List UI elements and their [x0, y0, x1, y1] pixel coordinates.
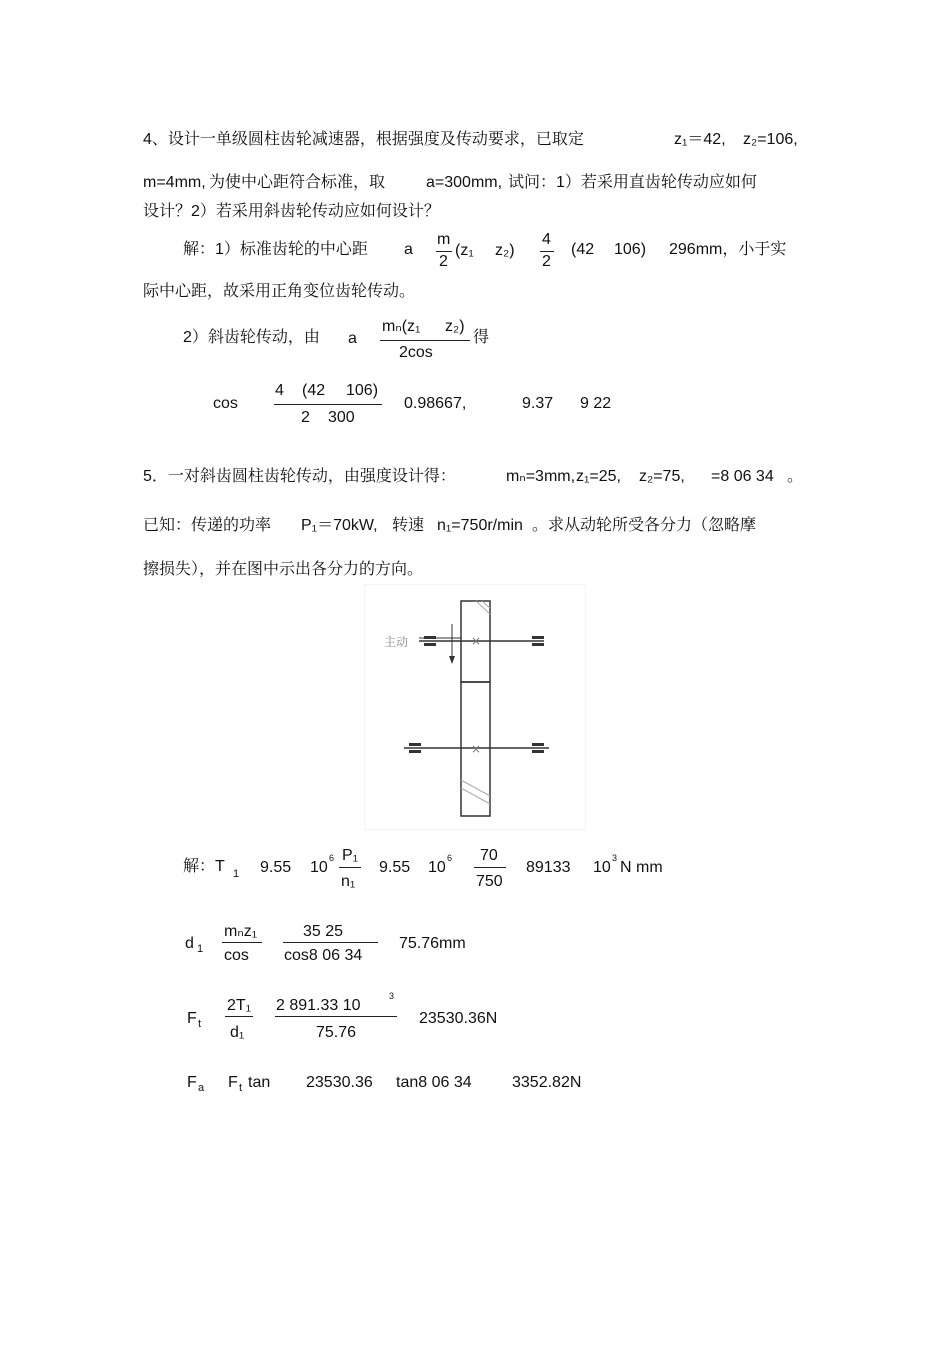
t1-10: 10 [310, 859, 328, 876]
p4-helical-num: mₙ(z₁ [382, 318, 421, 335]
p4-cos-den-300: 300 [328, 409, 355, 426]
p4-z2: z₂=106, [743, 131, 798, 148]
fa-label: F [187, 1074, 197, 1091]
gear-diagram [364, 584, 586, 830]
t1-10c: 10 [593, 859, 611, 876]
t1-exp6: 6 [329, 853, 335, 863]
upper-right-bearing-bottom [532, 643, 544, 646]
fa-ft: F [228, 1074, 238, 1091]
ft-frac-bar-1 [225, 1016, 253, 1017]
ft-frac-bar-2 [275, 1016, 397, 1017]
lower-left-bearing-bottom [409, 750, 421, 753]
t1-exp6b: 6 [447, 853, 453, 863]
p4-helical-num-z2: z₂) [445, 318, 465, 335]
p4-cos-den-2: 2 [301, 409, 310, 426]
d1-result: 75.76mm [399, 935, 466, 952]
fa-result: 3352.82N [512, 1074, 582, 1091]
p4-helical-den: 2cos [399, 344, 433, 361]
d1-frac-bar-1 [222, 942, 262, 943]
fa-sub: a [198, 1082, 205, 1094]
lower-right-bearing-bottom [532, 750, 544, 753]
p4-frac-2b: 2 [542, 253, 551, 270]
upper-right-bearing-top [532, 636, 544, 639]
p4-de: 得 [473, 329, 490, 346]
figure-frame [364, 584, 586, 830]
p4-line2a: m=4mm, [143, 174, 206, 191]
p5-mn: mₙ=3mm, [506, 468, 576, 485]
t1-p1: P₁ [342, 847, 359, 864]
ft-result: 23530.36N [419, 1010, 498, 1027]
gear-diagram-svg [364, 584, 586, 830]
p4-cos-result: 0.98667, [404, 395, 467, 412]
upper-left-bearing-top [424, 636, 436, 639]
p4-helical-fraction-bar [380, 340, 470, 341]
p5-line2b: 转速 [392, 517, 425, 534]
driver-label: 主动 [384, 635, 409, 649]
t1-result: 89133 [526, 859, 571, 876]
p4-cos-label: cos [213, 395, 238, 412]
t1-frac-bar-1 [339, 867, 361, 868]
t1-label: 解：T [183, 858, 225, 875]
p4-z2-term: z₂) [495, 242, 515, 259]
upper-center-mark: × [471, 634, 482, 648]
p5-line2c: 。求从动轮所受各分力（忽略摩 [532, 517, 757, 534]
lower-right-bearing-top [532, 743, 544, 746]
ft-den: 75.76 [316, 1024, 357, 1041]
p5-z1: z₁=25, [576, 468, 621, 485]
t1-sub: 1 [233, 868, 240, 880]
p4-line1: 4、设计一单级圆柱齿轮减速器，根据强度及传动要求，已取定 [143, 131, 584, 148]
p4-line2b: 为使中心距符合标准，取 [209, 174, 386, 191]
p5-period: 。 [787, 468, 804, 485]
p4-line2d: 试问：1）若采用直齿轮传动应如何 [508, 174, 757, 191]
p4-frac-4: 4 [542, 231, 551, 248]
t1-955: 9.55 [260, 859, 292, 876]
p4-z1-term: (z₁ [455, 242, 474, 259]
p4-vals-42: (42 [571, 241, 595, 258]
p4-result-296: 296mm，小于实 [669, 241, 787, 258]
ft-label: F [187, 1010, 197, 1027]
p4-cos-fraction-bar [274, 404, 382, 405]
p4-frac-2: 2 [439, 253, 448, 270]
p4-line2c: a=300mm, [426, 174, 503, 191]
p5-speed: n₁=750r/min [437, 517, 523, 534]
p5-line1: 5．一对斜齿圆柱齿轮传动，由强度设计得： [143, 468, 456, 485]
lower-left-bearing-top [409, 743, 421, 746]
p4-line3: 设计？2）若采用斜齿轮传动应如何设计？ [143, 203, 440, 220]
d1-mnz1: mₙz₁ [224, 923, 258, 940]
t1-frac-bar-2 [474, 867, 506, 868]
p5-beta: =8 06 34 [711, 468, 774, 485]
p5-z2: z₂=75, [639, 468, 685, 485]
t1-955b: 9.55 [379, 859, 411, 876]
lower-center-mark: × [471, 742, 482, 756]
p5-power: P₁＝70kW, [301, 517, 378, 534]
p4-beta-decimal: 9.37 [522, 395, 554, 412]
fa-tan-angle: tan8 06 34 [396, 1074, 472, 1091]
p4-frac-m: m [437, 231, 451, 248]
p4-z1: z₁＝42, [674, 131, 726, 148]
fa-tan: tan [248, 1074, 271, 1091]
d1-sub: 1 [197, 943, 204, 955]
ft-sub: t [198, 1018, 202, 1030]
p4-vals-106: 106) [614, 241, 647, 258]
t1-exp3: 3 [612, 853, 618, 863]
p4-line5: 际中心距，故采用正角变位齿轮传动。 [143, 283, 416, 300]
t1-750: 750 [476, 873, 503, 890]
p4-cos-num-106: 106) [346, 382, 379, 399]
d1-label: d [185, 935, 194, 952]
ft-d1: d₁ [230, 1024, 245, 1041]
upper-left-bearing-bottom [424, 643, 436, 646]
p4-solution-label: 解：1）标准齿轮的中心距 [183, 241, 368, 258]
p4-helical-label: 2）斜齿轮传动，由 [183, 329, 320, 346]
t1-n1: n₁ [341, 873, 356, 890]
p4-cos-num-4: 4 [275, 382, 284, 399]
t1-unit: N mm [620, 859, 663, 876]
d1-num: 35 25 [303, 923, 344, 940]
p4-a-symbol: a [404, 241, 413, 258]
t1-70: 70 [480, 847, 498, 864]
d1-cos: cos [224, 947, 249, 964]
p5-line2a: 已知：传递的功率 [143, 517, 272, 534]
ft-2t1: 2T₁ [227, 997, 252, 1014]
d1-den: cos8 06 34 [284, 947, 363, 964]
p4-a2-symbol: a [348, 330, 357, 347]
ft-exp3: 3 [389, 991, 395, 1001]
ft-num: 2 891.33 10 [276, 997, 361, 1014]
fa-ft-sub: t [239, 1082, 243, 1094]
p5-line3: 擦损失），并在图中示出各分力的方向。 [143, 561, 424, 578]
t1-10b: 10 [428, 859, 446, 876]
d1-frac-bar-2 [283, 942, 378, 943]
fa-value: 23530.36 [306, 1074, 373, 1091]
p4-beta-dms: 9 22 [580, 395, 612, 412]
p4-cos-num-42: (42 [302, 382, 326, 399]
